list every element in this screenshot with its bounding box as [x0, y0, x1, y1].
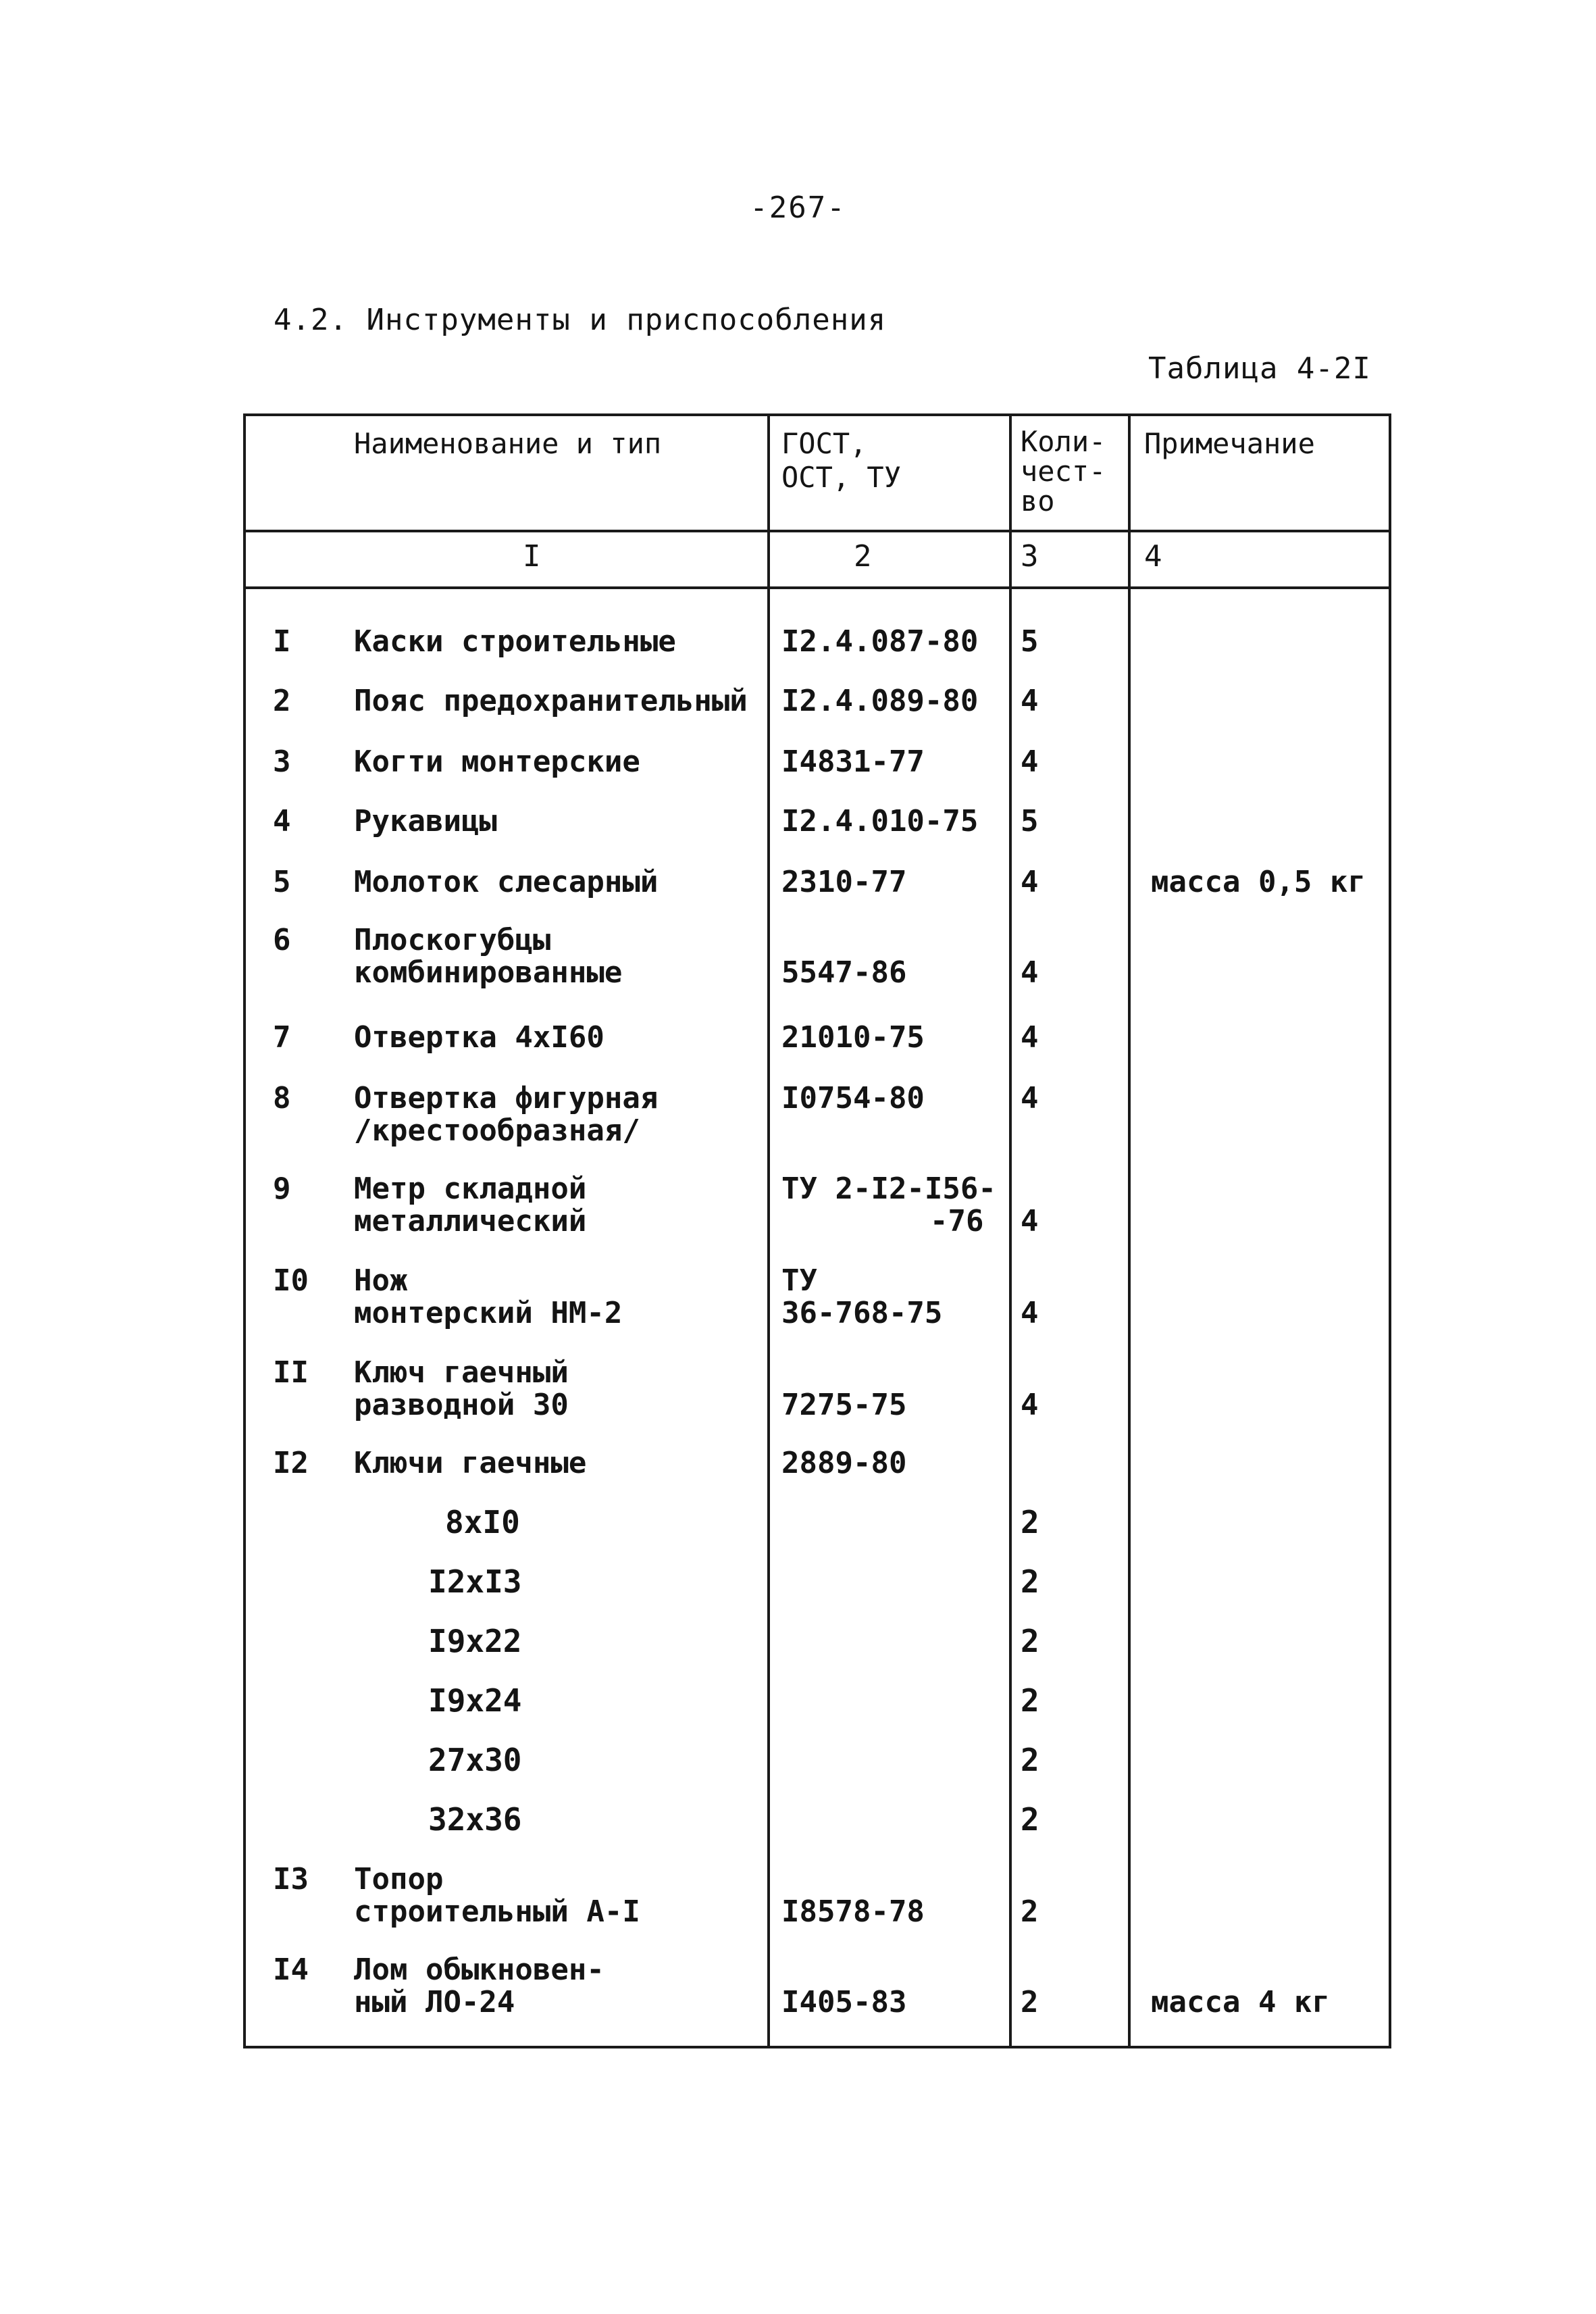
row-number: I0 [273, 1263, 309, 1298]
item-standard: 2889-80 [781, 1446, 907, 1480]
tools-table [243, 413, 1391, 2048]
item-note: масса 4 кг [1151, 1985, 1330, 2019]
wrench-quantity: 2 [1021, 1801, 1039, 1838]
row-number: I3 [273, 1862, 309, 1896]
row-number: 4 [273, 804, 291, 838]
row-number: 8 [273, 1081, 291, 1115]
item-note: масса 0,5 кг [1151, 865, 1366, 899]
header-divider [246, 530, 1389, 532]
item-standard: I2.4.010-75 [781, 804, 979, 838]
item-name: Нож монтерский НМ-2 [354, 1263, 623, 1330]
row-number: II [273, 1355, 309, 1390]
item-standard: ТУ 36-768-75 [781, 1263, 943, 1330]
column-number: 4 [1144, 539, 1162, 574]
header-standard: ГОСТ, ОСТ, ТУ [781, 427, 902, 494]
section-title: 4.2. Инструменты и приспособления [274, 303, 887, 337]
item-name: Каски строительные [354, 624, 676, 659]
column-number: 2 [854, 539, 872, 574]
item-name: Ключ гаечный разводной 30 [354, 1355, 569, 1422]
column-number: 3 [1021, 539, 1039, 574]
column-divider [1128, 416, 1131, 2046]
wrench-size: 32х36 [428, 1801, 522, 1838]
item-quantity: 4 [1021, 1081, 1039, 1115]
item-quantity: 4 [1021, 684, 1039, 718]
item-quantity: 4 [1021, 1388, 1039, 1422]
item-quantity: 4 [1021, 955, 1039, 990]
item-standard: 2310-77 [781, 865, 907, 899]
page-number: -267- [750, 191, 846, 225]
item-standard: ТУ 2-I2-I56- -76 [781, 1172, 996, 1238]
item-standard: 7275-75 [781, 1388, 907, 1422]
item-standard: I2.4.087-80 [781, 624, 979, 659]
item-name: Отвертка 4хI60 [354, 1020, 604, 1055]
item-name: Отвертка фигурная /крестообразная/ [354, 1081, 659, 1148]
wrench-size: 8хI0 [445, 1504, 520, 1540]
item-quantity: 4 [1021, 745, 1039, 779]
wrench-quantity: 2 [1021, 1742, 1039, 1778]
row-number: 5 [273, 865, 291, 899]
item-quantity: 4 [1021, 1204, 1039, 1238]
item-standard: I0754-80 [781, 1081, 925, 1115]
row-number: 7 [273, 1020, 291, 1055]
column-number: I [523, 539, 541, 574]
row-number: 2 [273, 684, 291, 718]
header-name: Наименование и тип [354, 427, 662, 460]
item-name: Метр складной металлический [354, 1172, 587, 1238]
item-standard: I405-83 [781, 1985, 907, 2019]
item-standard: 21010-75 [781, 1020, 925, 1055]
item-quantity: 2 [1021, 1894, 1039, 1929]
table-caption: Таблица 4-2I [1148, 351, 1371, 386]
row-number: 6 [273, 923, 291, 957]
row-number: 3 [273, 745, 291, 779]
item-quantity: 4 [1021, 1020, 1039, 1055]
item-name: Молоток слесарный [354, 865, 659, 899]
item-standard: I4831-77 [781, 745, 925, 779]
row-number: I2 [273, 1446, 309, 1480]
item-name: Рукавицы [354, 804, 497, 838]
item-name: Ключи гаечные [354, 1446, 587, 1480]
item-name: Пояс предохранительный [354, 684, 748, 718]
item-name: Лом обыкновен- ный ЛО-24 [354, 1953, 604, 2019]
header-quantity: Коли- чест- во [1021, 425, 1106, 518]
row-number: I4 [273, 1953, 309, 1987]
wrench-quantity: 2 [1021, 1563, 1039, 1600]
item-standard: I8578-78 [781, 1894, 925, 1929]
item-quantity: 5 [1021, 804, 1039, 838]
item-standard: I2.4.089-80 [781, 684, 979, 718]
wrench-quantity: 2 [1021, 1682, 1039, 1719]
wrench-size: I9х24 [428, 1682, 522, 1719]
item-quantity: 5 [1021, 624, 1039, 659]
wrench-size: I9х22 [428, 1623, 522, 1659]
header-note: Примечание [1144, 427, 1315, 460]
item-name: Когти монтерские [354, 745, 640, 779]
wrench-size: 27х30 [428, 1742, 522, 1778]
item-quantity: 2 [1021, 1985, 1039, 2019]
item-quantity: 4 [1021, 1296, 1039, 1330]
item-standard: 5547-86 [781, 955, 907, 990]
column-number-divider [246, 586, 1389, 589]
wrench-quantity: 2 [1021, 1623, 1039, 1659]
wrench-size: I2хI3 [428, 1563, 522, 1600]
row-number: 9 [273, 1172, 291, 1206]
row-number: I [273, 624, 291, 659]
item-name: Плоскогубцы комбинированные [354, 923, 623, 990]
wrench-quantity: 2 [1021, 1504, 1039, 1540]
item-name: Топор строительный А-I [354, 1862, 640, 1929]
item-quantity: 4 [1021, 865, 1039, 899]
